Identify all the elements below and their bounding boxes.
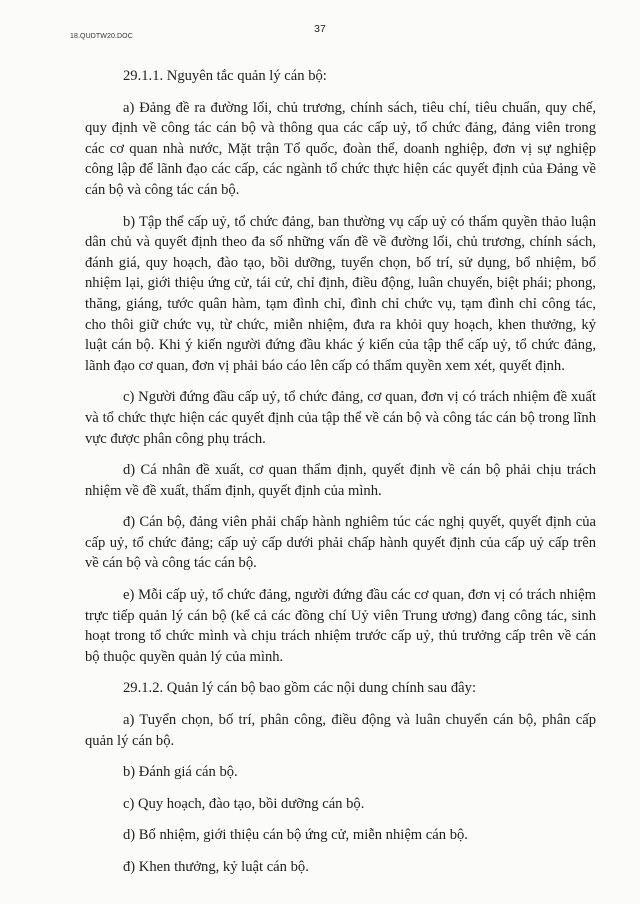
section-heading-29-1-1: 29.1.1. Nguyên tắc quản lý cán bộ: xyxy=(123,68,327,84)
list-item-d: d) Bổ nhiệm, giới thiệu cán bộ ứng cử, miễn nhiệm cán bộ. xyxy=(123,827,468,844)
paragraph-dd: đ) Cán bộ, đảng viên phải chấp hành nghiêm túc các nghị quyết, quyết định của cấp uỷ, tổ chức đảng; cấp uỷ cấp dưới phải chấp hành quyết định của cấp uỷ cấp trên về cán bộ và công tác cán bộ. xyxy=(85,514,596,572)
paragraph-b: b) Tập thể cấp uỷ, tổ chức đảng, ban thường vụ cấp uỷ có thẩm quyền thảo luận dân chủ và quyết định theo đa số những vấn đề về đường lối, chủ trương, chính sách, đánh giá, quy hoạch, đào tạo, bồi dưỡng, tuyển chọn, bố trí, sử dụng, bổ nhiệm, bổ nhiệm lại, giới thiệu ứng cử, tái cử, chỉ định, điều động, luân chuyển, biệt phái; phong, thăng, giáng, tước quân hàm, tạm đình chỉ, đình chỉ chức vụ, tạm đình chỉ công tác, cho thôi giữ chức vụ, từ chức, miễn nhiệm, đưa ra khỏi quy hoạch, khen thưởng, kỷ luật cán bộ. Khi ý kiến người đứng đầu khác ý kiến của tập thể cấp uỷ, tổ chức đảng, lãnh đạo cơ quan, đơn vị phải báo cáo lên cấp có thẩm quyền xem xét, quyết định. xyxy=(85,213,596,374)
section-heading-29-1-2: 29.1.2. Quản lý cán bộ bao gồm các nội dung chính sau đây: xyxy=(123,680,477,697)
page-number: 37 xyxy=(314,23,326,35)
paragraph-d: d) Cá nhân đề xuất, cơ quan thẩm định, quyết định về cán bộ phải chịu trách nhiệm về đề xuất, thẩm định, quyết định của mình. xyxy=(85,462,596,499)
paragraph-a: a) Đảng đề ra đường lối, chủ trương, chính sách, tiêu chí, tiêu chuẩn, quy chế, quy định về công tác cán bộ và thông qua các cấp uỷ, tổ chức đảng, đảng viên trong các cơ quan nhà nước, Mặt trận Tổ quốc, đoàn thể, doanh nghiệp, đơn vị sự nghiệp công lập để lãnh đạo các cấp, các ngành tổ chức thực hiện các quyết định của Đảng về cán bộ và công tác cán bộ. xyxy=(85,99,596,198)
paragraph-c: c) Người đứng đầu cấp uỷ, tổ chức đảng, cơ quan, đơn vị có trách nhiệm đề xuất và tổ chức thực hiện các quyết định của tập thể về cán bộ và công tác cán bộ trong lĩnh vực được phân công phụ trách. xyxy=(85,389,596,447)
paragraph-e: e) Mỗi cấp uỷ, tổ chức đảng, người đứng đầu các cơ quan, đơn vị có trách nhiệm trực tiếp quản lý cán bộ (kể cả các đồng chí Uỷ viên Trung ương) đang công tác, sinh hoạt trong tổ chức mình và chịu trách nhiệm trước cấp uỷ, thủ trưởng cấp trên về cán bộ thuộc quyền quản lý của mình. xyxy=(85,587,596,665)
list-item-b: b) Đánh giá cán bộ. xyxy=(123,764,238,781)
header-file-name: 18.QUDTW20.DOC xyxy=(70,33,133,40)
document-body xyxy=(85,66,596,889)
list-item-dd: đ) Khen thưởng, kỷ luật cán bộ. xyxy=(123,859,309,875)
list-item-c: c) Quy hoạch, đào tạo, bồi dưỡng cán bộ. xyxy=(123,795,365,812)
list-item-a: a) Tuyển chọn, bố trí, phân công, điều động và luân chuyển cán bộ, phân cấp quản lý cán bộ. xyxy=(85,712,596,749)
